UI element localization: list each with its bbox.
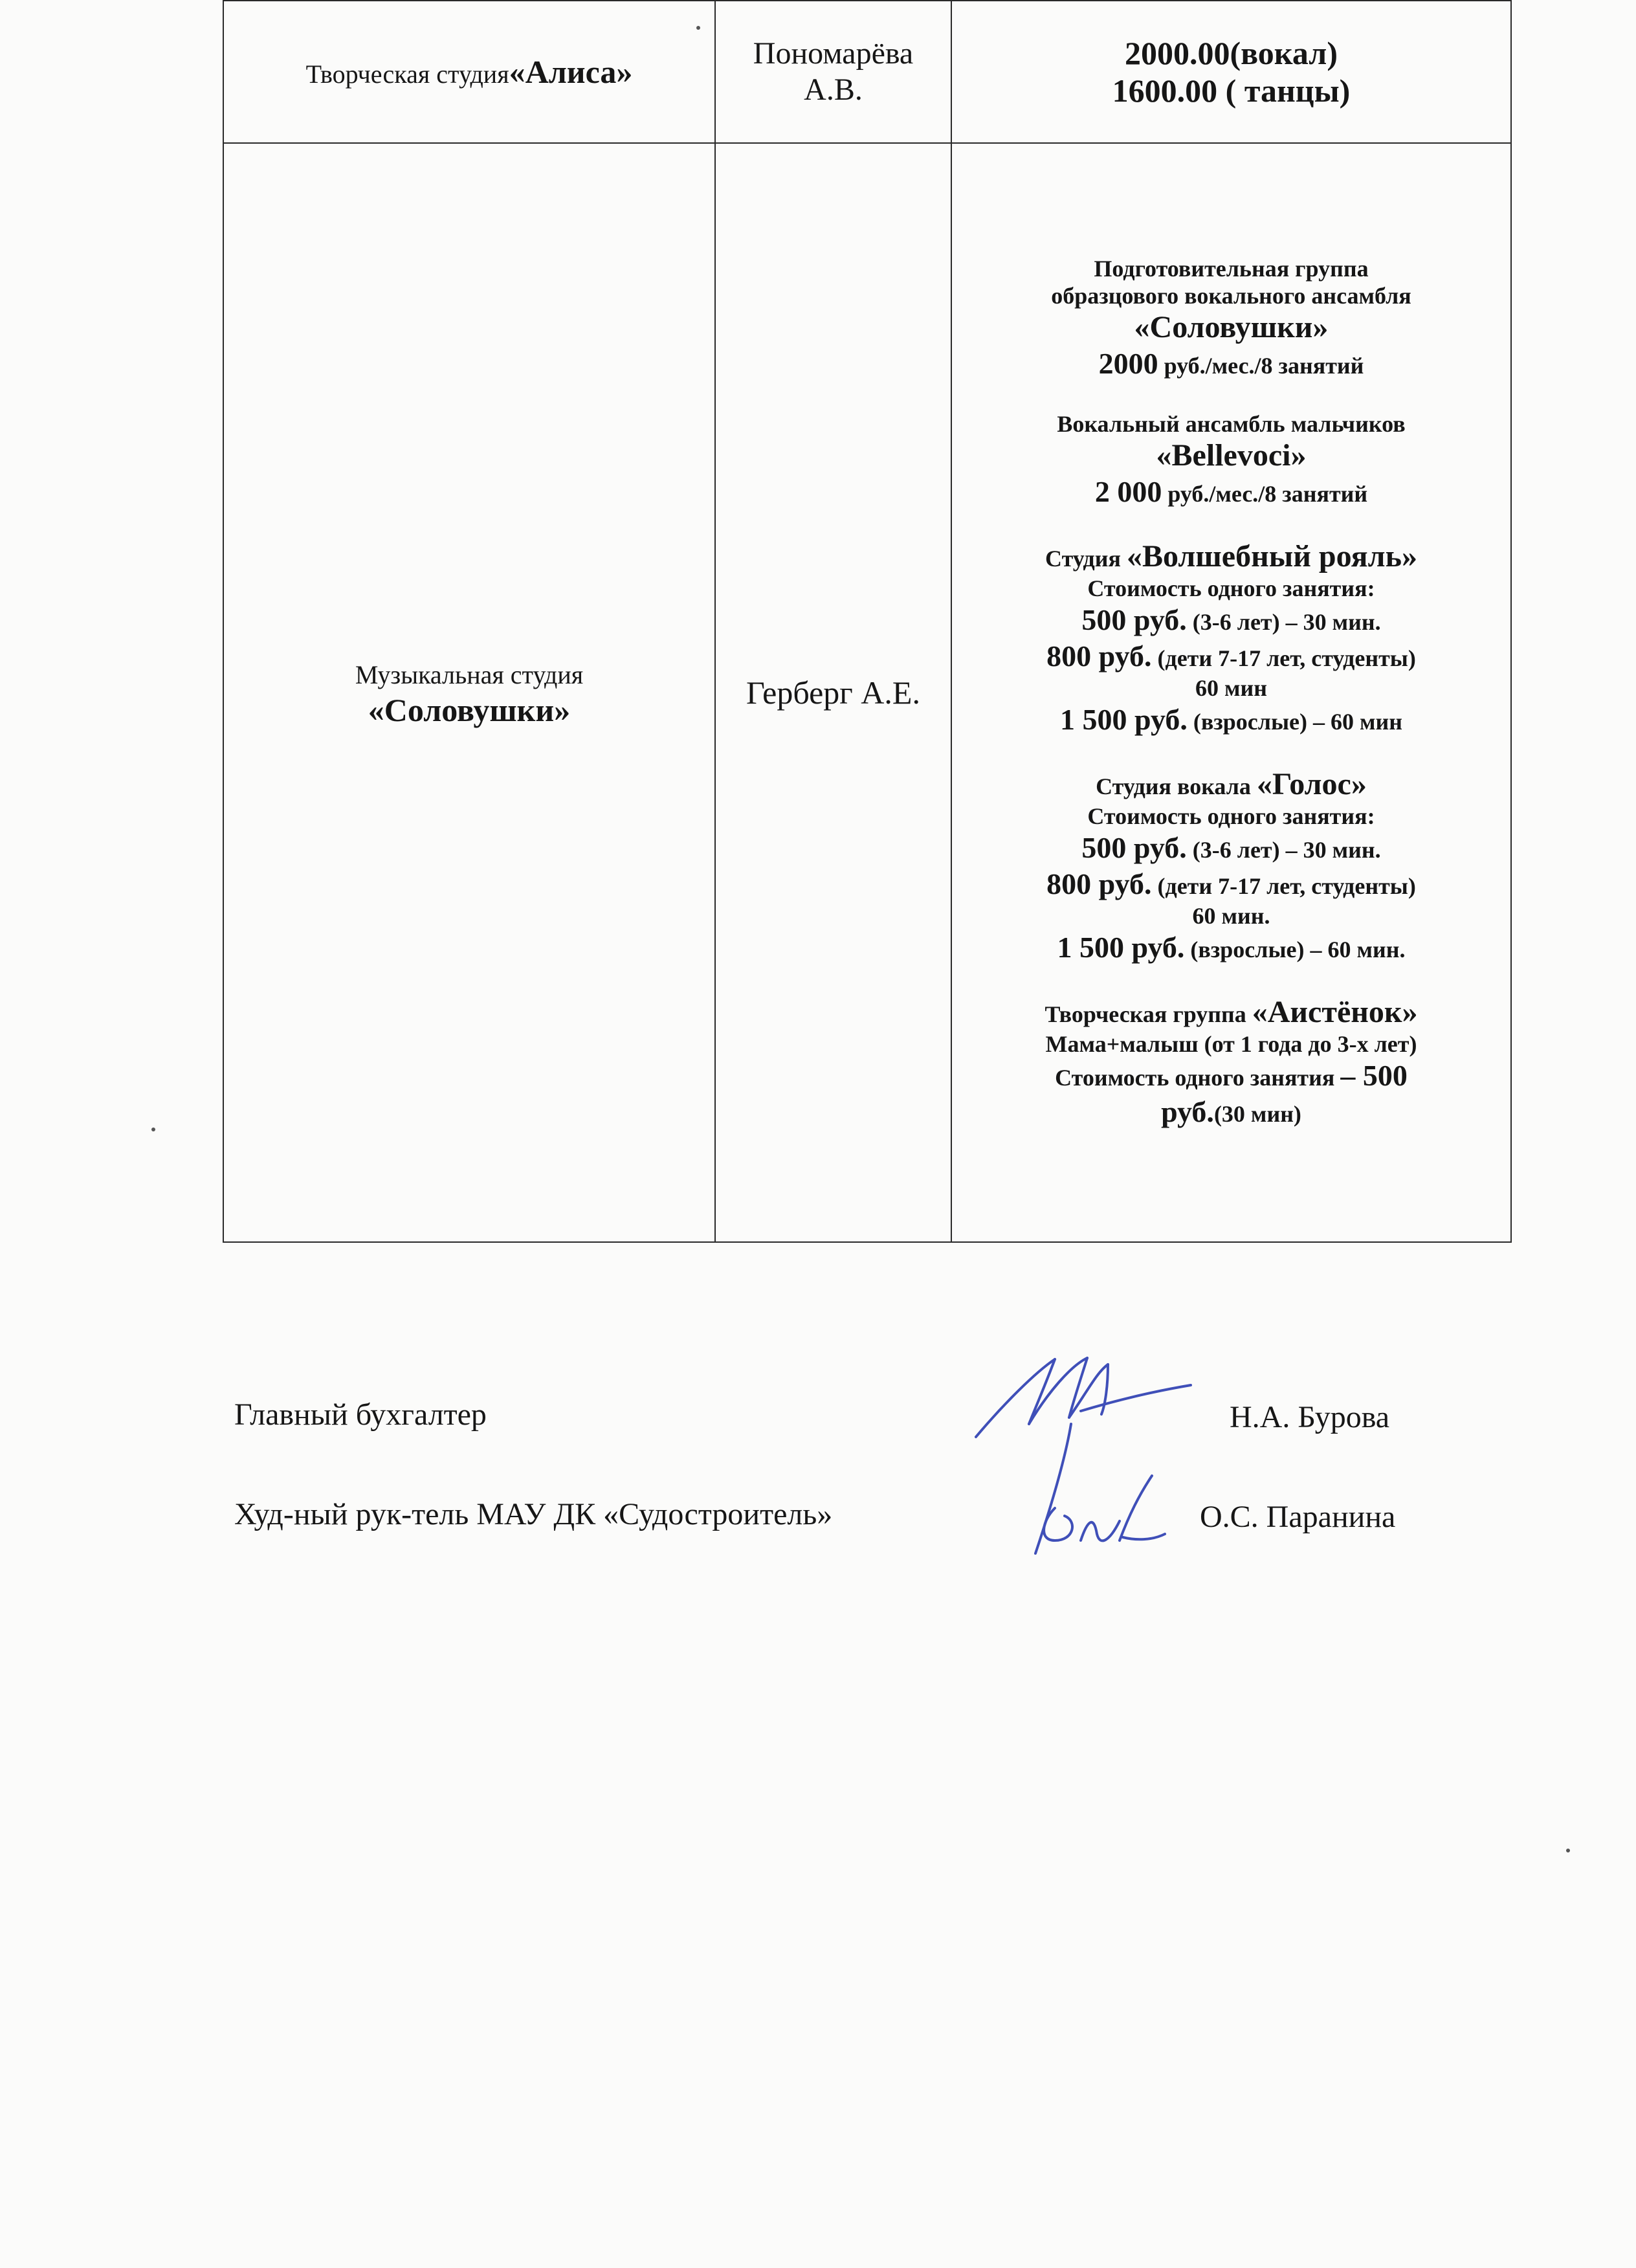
price-line: Подготовительная группа xyxy=(1094,256,1369,282)
studio-name: «Алиса» xyxy=(509,54,633,90)
price-line: Творческая группа xyxy=(1045,1001,1252,1027)
price-line: Стоимость одного занятия xyxy=(1055,1065,1341,1091)
studio-subname: «Аистёнок» xyxy=(1252,995,1418,1029)
studio-cell xyxy=(223,1,715,143)
handwritten-signature xyxy=(958,1346,1255,1579)
price-detail: (3-6 лет) – 30 мин. xyxy=(1186,609,1381,635)
leader-name: Пономарёва xyxy=(753,36,914,71)
price-detail: (взрослые) – 60 мин. xyxy=(1184,937,1406,962)
price-amount: 2000 xyxy=(1098,347,1158,380)
studio-prefix: Музыкальная студия xyxy=(355,660,584,689)
price-line: Стоимость одного занятия: xyxy=(1087,803,1375,829)
price-unit: руб./мес./8 занятий xyxy=(1162,481,1368,507)
leader-name: Герберг А.Е. xyxy=(746,674,920,711)
leader-cell xyxy=(715,1,951,143)
price-line: Вокальный ансамбль мальчиков xyxy=(1057,411,1406,437)
price-line: образцового вокального ансамбля xyxy=(1051,283,1411,309)
price-line: Стоимость одного занятия: xyxy=(1087,575,1375,601)
table-row xyxy=(223,143,1511,1242)
scan-speck xyxy=(151,1128,155,1131)
price-unit: руб./мес./8 занятий xyxy=(1158,353,1364,379)
price-amount: 1 500 руб. xyxy=(1059,703,1188,736)
studio-subname: «Волшебный рояль» xyxy=(1126,539,1417,573)
art-director-title: Худ-ный рук-тель МАУ ДК «Судостроитель» xyxy=(234,1497,833,1531)
price-detail: (30 мин) xyxy=(1213,1101,1301,1127)
price-detail: (3-6 лет) – 30 мин. xyxy=(1186,837,1381,863)
price-detail: (взрослые) – 60 мин xyxy=(1187,709,1403,735)
price-table xyxy=(223,0,1512,1243)
price-amount: 800 руб. xyxy=(1046,867,1152,900)
studio-name: «Соловушки» xyxy=(368,692,571,728)
studio-subname: «Голос» xyxy=(1256,767,1367,801)
price-line: Студия xyxy=(1045,546,1127,572)
price-amount: – 500 xyxy=(1340,1059,1408,1092)
price-detail: (дети 7-17 лет, студенты) xyxy=(1151,873,1416,899)
price-amount: 1 500 руб. xyxy=(1057,931,1185,964)
price-vocal: 2000.00(вокал) xyxy=(1124,35,1338,71)
price-amount: 800 руб. xyxy=(1046,639,1152,673)
scan-speck xyxy=(1566,1849,1570,1852)
leader-cell xyxy=(715,143,951,1242)
table-row xyxy=(223,1,1511,143)
ensemble-name: «Bellevoci» xyxy=(1156,438,1307,472)
price-cell xyxy=(951,1,1511,143)
price-amount: 500 руб. xyxy=(1081,831,1187,864)
price-amount: 2 000 xyxy=(1094,475,1162,508)
price-amount: руб. xyxy=(1161,1095,1214,1128)
price-line: 60 мин xyxy=(1195,675,1267,701)
art-director-name: О.С. Паранина xyxy=(1200,1500,1396,1534)
price-cell xyxy=(951,143,1511,1242)
studio-prefix: Творческая студия xyxy=(305,60,509,89)
scan-speck xyxy=(696,26,700,30)
studio-cell xyxy=(223,143,715,1242)
chief-accountant-title: Главный бухгалтер xyxy=(234,1397,487,1432)
price-amount: 500 руб. xyxy=(1081,603,1187,636)
leader-initials: А.В. xyxy=(804,72,863,107)
price-line: Мама+малыш (от 1 года до 3-х лет) xyxy=(1045,1031,1417,1057)
price-line: 60 мин. xyxy=(1192,903,1270,929)
price-detail: (дети 7-17 лет, студенты) xyxy=(1151,645,1416,671)
ensemble-name: «Соловушки» xyxy=(1134,310,1329,344)
chief-accountant-name: Н.А. Бурова xyxy=(1230,1400,1390,1434)
price-line: Студия вокала xyxy=(1096,773,1257,799)
price-dance: 1600.00 ( танцы) xyxy=(1112,72,1351,109)
